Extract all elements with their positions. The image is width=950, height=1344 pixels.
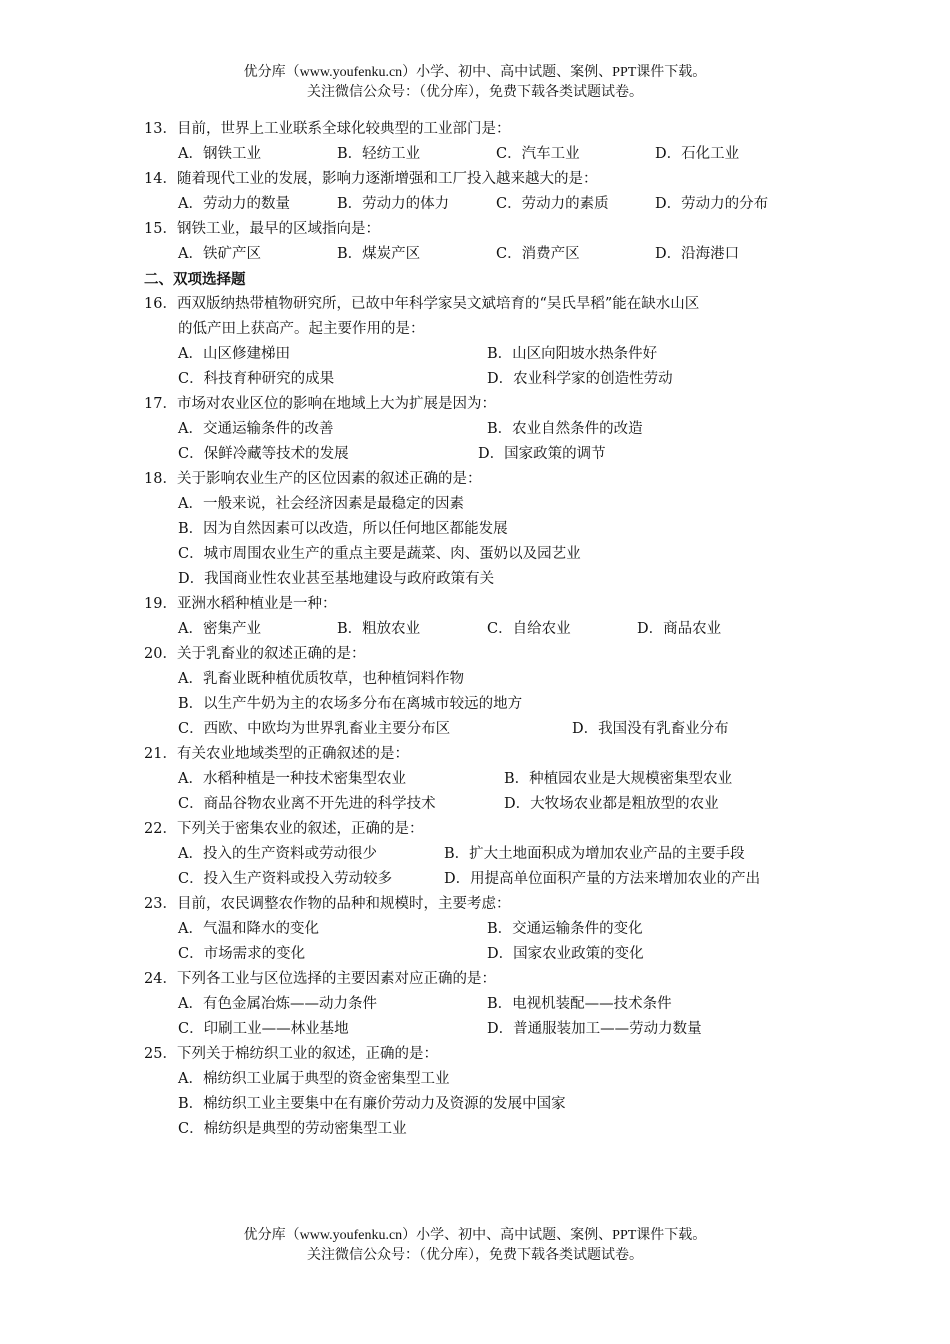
question-25-stem: 25．下列关于棉纺织工业的叙述，正确的是： <box>144 1046 438 1062</box>
question-21-stem: 21．有关农业地域类型的正确叙述的是： <box>144 746 409 762</box>
question-14-stem: 14．随着现代工业的发展，影响力逐渐增强和工厂投入越来越大的是： <box>144 171 598 187</box>
page-header <box>0 63 950 103</box>
question-18-stem: 18．关于影响农业生产的区位因素的叙述正确的是： <box>144 471 482 487</box>
option-a: A．有色金属冶炼——动力条件 <box>178 996 377 1012</box>
option-b: B．交通运输条件的变化 <box>487 921 643 937</box>
option-d: D．普通服装加工——劳动力数量 <box>487 1021 702 1037</box>
option-a: A．棉纺织工业属于典型的资金密集型工业 <box>178 1071 450 1087</box>
option-a: A．一般来说，社会经济因素是最稳定的因素 <box>178 496 464 512</box>
page-footer <box>0 1226 950 1266</box>
exam-content <box>144 117 824 1142</box>
option-d: D．农业科学家的创造性劳动 <box>487 371 673 387</box>
option-b: B．山区向阳坡水热条件好 <box>487 346 658 362</box>
option-b: B．棉纺织工业主要集中在有廉价劳动力及资源的发展中国家 <box>178 1096 566 1112</box>
question-13-stem: 13．目前，世界上工业联系全球化较典型的工业部门是： <box>144 121 511 137</box>
option-c: C．商品谷物农业离不开先进的科学技术 <box>178 796 436 812</box>
option-d: D．用提高单位面积产量的方法来增加农业的产出 <box>444 871 761 887</box>
question-24-options-row1 <box>144 992 824 1017</box>
question-19-options <box>144 617 824 642</box>
option-a: A．交通运输条件的改善 <box>178 421 334 437</box>
question-15-stem: 15．钢铁工业，最早的区域指向是： <box>144 221 380 237</box>
option-b: B．轻纺工业 <box>337 146 421 162</box>
option-a: A．乳畜业既种植优质牧草，也种植饲料作物 <box>178 671 464 687</box>
option-b: B．种植园农业是大规模密集型农业 <box>504 771 733 787</box>
option-b: B．因为自然因素可以改造，所以任何地区都能发展 <box>178 521 508 537</box>
option-c: C．城市周围农业生产的重点主要是蔬菜、肉、蛋奶以及园艺业 <box>178 546 581 562</box>
option-a: A．水稻种植是一种技术密集型农业 <box>178 771 406 787</box>
option-d: D．大牧场农业都是粗放型的农业 <box>504 796 719 812</box>
footer-line-1: 优分库（www.youfenku.cn）小学、初中、高中试题、案例、PPT课件下载。 <box>243 1228 707 1243</box>
option-b: B．电视机装配——技术条件 <box>487 996 672 1012</box>
option-a: A．投入的生产资料或劳动很少 <box>178 846 377 862</box>
option-c: C．市场需求的变化 <box>178 946 306 962</box>
question-14-options <box>144 192 824 217</box>
question-22-options-row1 <box>144 842 824 867</box>
question-20-stem: 20．关于乳畜业的叙述正确的是： <box>144 646 366 662</box>
option-a: A．山区修建梯田 <box>178 346 290 362</box>
option-a: A．钢铁工业 <box>178 146 261 162</box>
option-a: A．气温和降水的变化 <box>178 921 319 937</box>
option-c: C．西欧、中欧均为世界乳畜业主要分布区 <box>178 721 451 737</box>
option-c: C．消费产区 <box>496 246 580 262</box>
option-c: C．自给农业 <box>487 621 571 637</box>
option-d: D．沿海港口 <box>655 246 740 262</box>
option-c: C．棉纺织是典型的劳动密集型工业 <box>178 1121 407 1137</box>
option-d: D．我国没有乳畜业分布 <box>572 721 729 737</box>
question-23-stem: 23．目前，农民调整农作物的品种和规模时，主要考虑： <box>144 896 511 912</box>
option-b: B．农业自然条件的改造 <box>487 421 643 437</box>
option-c: C．劳动力的素质 <box>496 196 609 212</box>
option-c: C．科技育种研究的成果 <box>178 371 335 387</box>
question-16-stem-cont: 的低产田上获高产。起主要作用的是： <box>178 321 425 337</box>
header-line-2: 关注微信公众号：（优分库），免费下载各类试题试卷。 <box>307 85 643 100</box>
question-17-options-row2 <box>144 442 824 467</box>
question-15-options <box>144 242 824 267</box>
option-c: C．印刷工业——林业基地 <box>178 1021 349 1037</box>
question-16-stem: 16．西双版纳热带植物研究所，已故中年科学家吴文斌培育的“吴氏旱稻”能在缺水山区 <box>144 296 700 312</box>
option-d: D．国家政策的调节 <box>478 446 606 462</box>
question-19-stem: 19．亚洲水稻种植业是一种： <box>144 596 337 612</box>
question-16-options-row1 <box>144 342 824 367</box>
option-b: B．劳动力的体力 <box>337 196 450 212</box>
option-c: C．保鲜冷藏等技术的发展 <box>178 446 349 462</box>
question-16-options-row2 <box>144 367 824 392</box>
option-c: C．投入生产资料或投入劳动较多 <box>178 871 393 887</box>
section-heading: 二、双项选择题 <box>144 271 246 288</box>
option-a: A．劳动力的数量 <box>178 196 290 212</box>
header-line-1: 优分库（www.youfenku.cn）小学、初中、高中试题、案例、PPT课件下载。 <box>243 65 707 80</box>
question-22-options-row2 <box>144 867 824 892</box>
option-d: D．商品农业 <box>637 621 722 637</box>
option-b: B．煤炭产区 <box>337 246 421 262</box>
option-a: A．密集产业 <box>178 621 261 637</box>
option-d: D．劳动力的分布 <box>655 196 769 212</box>
option-b: B．扩大土地面积成为增加农业产品的主要手段 <box>444 846 745 862</box>
option-d: D．我国商业性农业甚至基地建设与政府政策有关 <box>178 571 495 587</box>
question-24-stem: 24．下列各工业与区位选择的主要因素对应正确的是： <box>144 971 496 987</box>
question-20-options-row <box>144 717 824 742</box>
option-b: B．粗放农业 <box>337 621 421 637</box>
question-13-options <box>144 142 824 167</box>
option-b: B．以生产牛奶为主的农场多分布在离城市较远的地方 <box>178 696 523 712</box>
question-23-options-row1 <box>144 917 824 942</box>
question-24-options-row2 <box>144 1017 824 1042</box>
question-22-stem: 22．下列关于密集农业的叙述，正确的是： <box>144 821 424 837</box>
footer-line-2: 关注微信公众号：（优分库），免费下载各类试题试卷。 <box>307 1248 643 1263</box>
option-d: D．国家农业政策的变化 <box>487 946 644 962</box>
question-17-options-row1 <box>144 417 824 442</box>
question-21-options-row2 <box>144 792 824 817</box>
option-a: A．铁矿产区 <box>178 246 261 262</box>
option-d: D．石化工业 <box>655 146 740 162</box>
question-17-stem: 17．市场对农业区位的影响在地域上大为扩展是因为： <box>144 396 496 412</box>
question-21-options-row1 <box>144 767 824 792</box>
question-23-options-row2 <box>144 942 824 967</box>
option-c: C．汽车工业 <box>496 146 580 162</box>
